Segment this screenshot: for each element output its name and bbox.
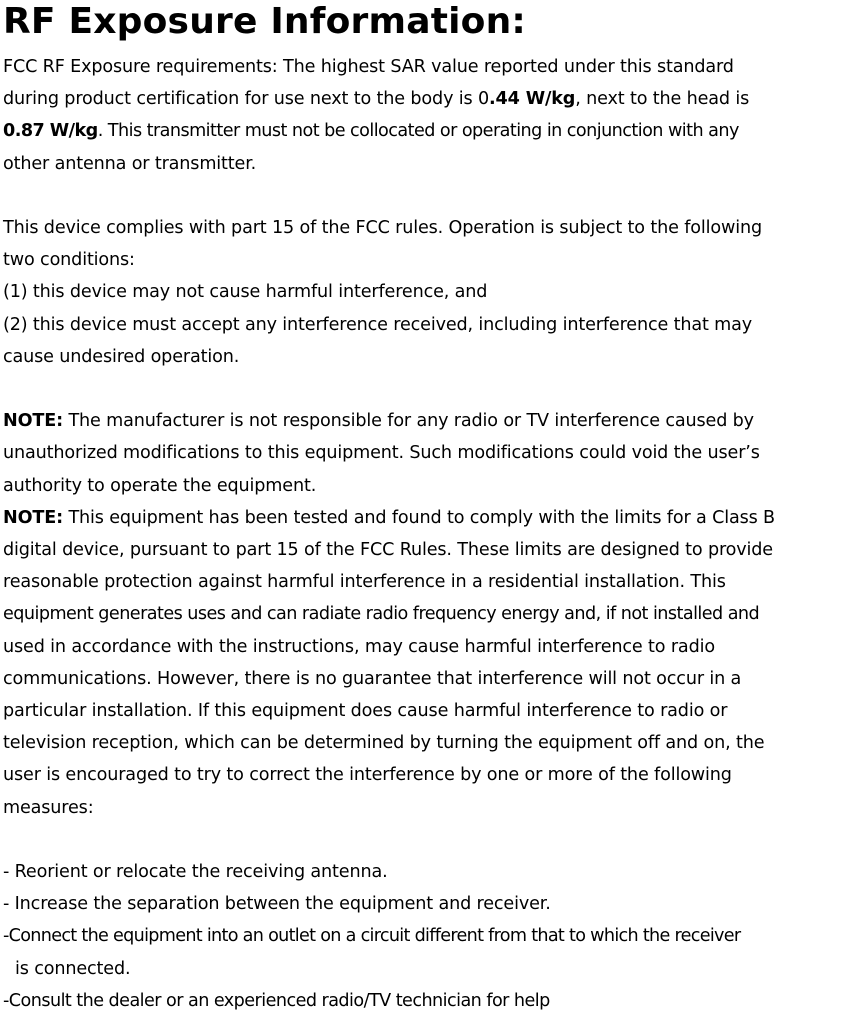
note-2-line-1: [3, 502, 865, 534]
measures-list: [3, 856, 865, 1017]
note-2-line-7: particular installation. If this equipment does cause harmful interference to radio or: [3, 701, 728, 722]
head-sar-value: 0.87 W/kg: [3, 121, 98, 142]
note-1-paragraph: [3, 405, 865, 502]
note-2-paragraph: [3, 502, 865, 824]
note-1-line-2: unauthorized modifications to this equipment. Such modifications could void the user’s: [3, 443, 760, 464]
note-2-line-6: communications. However, there is no guarantee that interference will not occur in a: [3, 668, 742, 689]
note-2-line-3: reasonable protection against harmful interference in a residential installation. This: [3, 572, 726, 593]
note-2-line-9: user is encouraged to try to correct the interference by one or more of the following: [3, 765, 732, 786]
rf-line-4: other antenna or transmitter.: [3, 153, 257, 174]
note-2-line-8: television reception, which can be determined by turning the equipment off and on, the: [3, 733, 765, 754]
part15-condition-2: (2) this device must accept any interference received, including interference that may: [3, 314, 753, 335]
note-2-text: This equipment has been tested and found to comply with the limits for a Class B: [63, 507, 775, 528]
page-title: RF Exposure Information:: [3, 1, 527, 42]
measure-item-3-cont: is connected.: [15, 958, 131, 979]
note-1-line-3: authority to operate the equipment.: [3, 475, 317, 496]
note-1-line-1: [3, 405, 865, 437]
rf-line-2-pre: during product certification for use next to the body is 0: [3, 89, 490, 110]
body-sar-value: .44 W/kg: [489, 89, 576, 110]
note-2-line-10: measures:: [3, 797, 94, 818]
spacer: [3, 373, 865, 405]
rf-line-3-post: . This transmitter must not be collocated or operating in conjunction with any: [97, 121, 739, 142]
rf-line-2-post: , next to the head is: [575, 89, 750, 110]
measure-item-2: - Increase the separation between the equipment and receiver.: [3, 894, 551, 915]
rf-line-2: [3, 83, 865, 115]
part15-line-2: two conditions:: [3, 250, 135, 271]
note-2-line-2: digital device, pursuant to part 15 of the FCC Rules. These limits are designed to provide: [3, 540, 773, 561]
spacer: [3, 824, 865, 856]
note-label: NOTE:: [3, 411, 63, 432]
measure-item-1: - Reorient or relocate the receiving antenna.: [3, 862, 388, 883]
rf-exposure-paragraph: [3, 51, 865, 180]
part15-paragraph: [3, 212, 865, 373]
rf-line-3: [3, 115, 865, 147]
rf-line-1: FCC RF Exposure requirements: The highest SAR value reported under this standard: [3, 57, 734, 77]
note-1-text: The manufacturer is not responsible for any radio or TV interference caused by: [63, 411, 754, 432]
part15-line-1: This device complies with part 15 of the FCC rules. Operation is subject to the following: [3, 218, 762, 238]
measure-item-4: -Consult the dealer or an experienced radio/TV technician for help: [3, 990, 550, 1011]
note-label: NOTE:: [3, 507, 63, 528]
note-2-line-5: used in accordance with the instructions, may cause harmful interference to radio: [3, 636, 715, 657]
part15-condition-1: (1) this device may not cause harmful interference, and: [3, 282, 488, 303]
note-2-line-4: equipment generates uses and can radiate radio frequency energy and, if not installed and: [3, 604, 760, 625]
spacer: [3, 180, 865, 212]
part15-line-5: cause undesired operation.: [3, 346, 240, 367]
measure-item-3: -Connect the equipment into an outlet on a circuit different from that to which the receiver: [3, 926, 741, 947]
